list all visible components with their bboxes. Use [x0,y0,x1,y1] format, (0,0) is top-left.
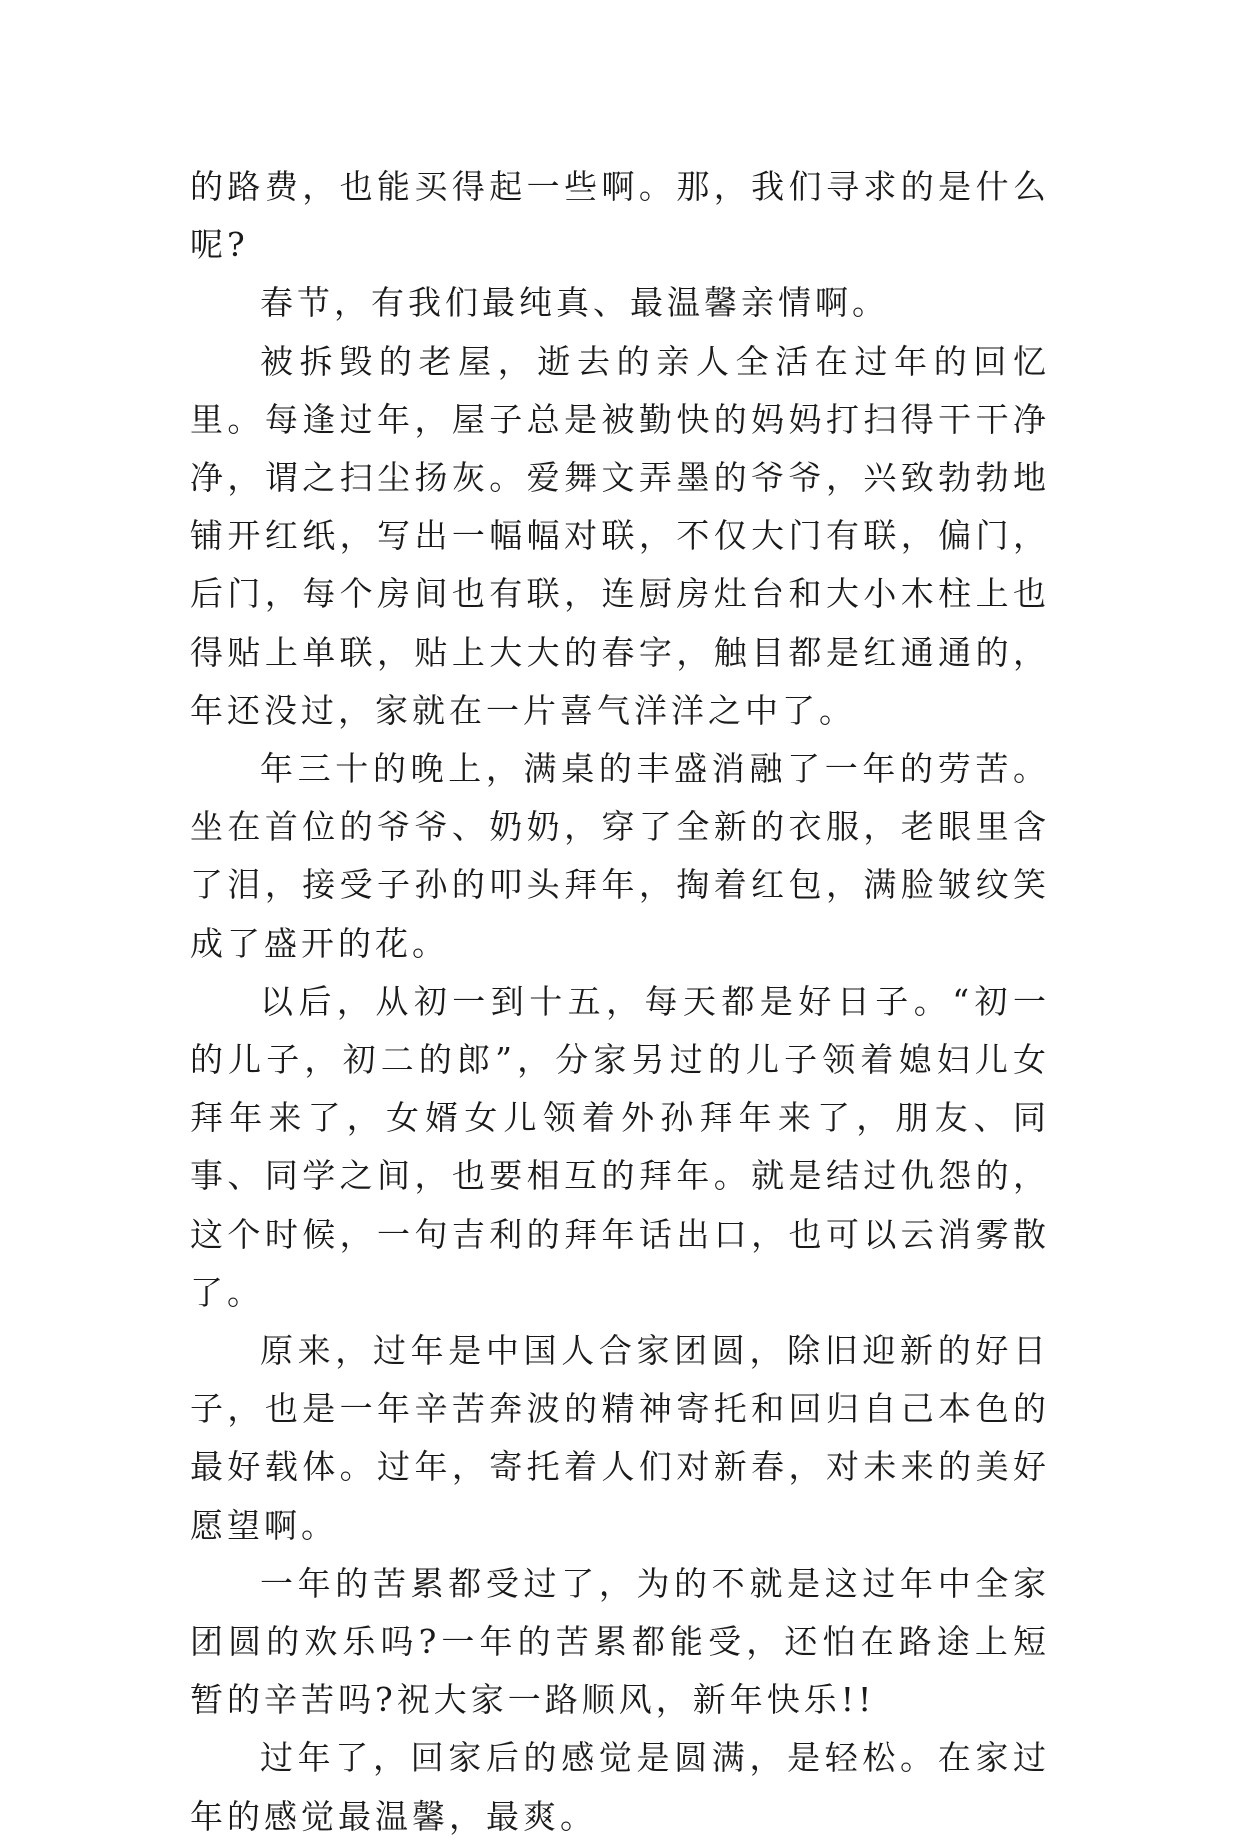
paragraph: 一年的苦累都受过了，为的不就是这过年中全家团圆的欢乐吗?一年的苦累都能受，还怕在路途上短暂的辛苦吗?祝大家一路顺风，新年快乐!! [190,1563,1050,1720]
paragraph: 过年了，回家后的感觉是圆满，是轻松。在家过年的感觉最温馨，最爽。 [190,1738,1050,1836]
paragraph: 原来，过年是中国人合家团圆，除旧迎新的好日子，也是一年辛苦奔波的精神寄托和回归自己本色的最好载体。过年，寄托着人们对新春，对未来的美好愿望啊。 [190,1331,1050,1545]
paragraph: 被拆毁的老屋，逝去的亲人全活在过年的回忆里。每逢过年，屋子总是被勤快的妈妈打扫得干干净净，谓之扫尘扬灰。爱舞文弄墨的爷爷，兴致勃勃地铺开红纸，写出一幅幅对联，不仅大门有联，偏门，后门，每个房间也有联，连厨房灶台和大小木柱上也得贴上单联，贴上大大的春字，触目都是红通通的，年还没过，家就在一片喜气洋洋之中了。 [190,341,1050,730]
paragraph-continued: 的路费，也能买得起一些啊。那，我们寻求的是什么呢? [190,167,1050,265]
paragraph: 以后，从初一到十五，每天都是好日子。“初一的儿子，初二的郎”，分家另过的儿子领着媳妇儿女拜年来了，女婿女儿领着外孙拜年来了，朋友、同事、同学之间，也要相互的拜年。就是结过仇怨的，这个时候，一句吉利的拜年话出口，也可以云消雾散了。 [190,981,1050,1312]
paragraph: 春节，有我们最纯真、最温馨亲情啊。 [260,283,889,323]
document-body [190,158,1050,1846]
paragraph: 年三十的晚上，满桌的丰盛消融了一年的劳苦。坐在首位的爷爷、奶奶，穿了全新的衣服，老眼里含了泪，接受子孙的叩头拜年，掏着红包，满脸皱纹笑成了盛开的花。 [190,749,1050,963]
